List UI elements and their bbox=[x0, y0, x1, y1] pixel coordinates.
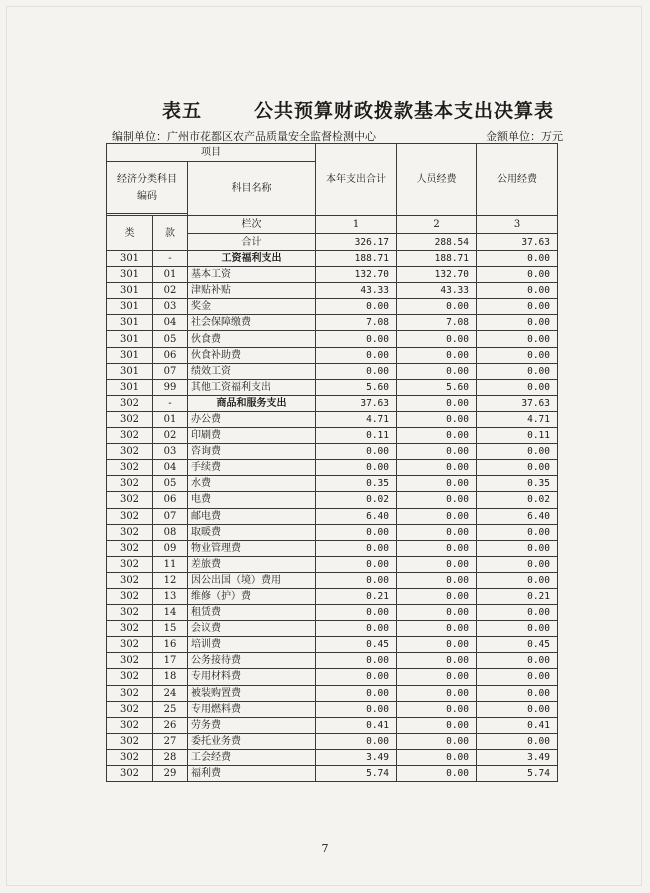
row-public: 0.00 bbox=[477, 572, 558, 588]
row-section: 03 bbox=[153, 444, 188, 460]
row-total: 0.00 bbox=[316, 685, 397, 701]
row-public: 0.21 bbox=[477, 588, 558, 604]
row-subject-name: 取暖费 bbox=[188, 524, 316, 540]
row-total: 0.00 bbox=[316, 363, 397, 379]
row-class: 302 bbox=[107, 685, 153, 701]
row-personnel: 0.00 bbox=[397, 299, 477, 315]
totals-personnel: 288.54 bbox=[397, 234, 477, 251]
row-class: 302 bbox=[107, 444, 153, 460]
row-public: 0.00 bbox=[477, 669, 558, 685]
row-public: 0.00 bbox=[477, 540, 558, 556]
row-class: 302 bbox=[107, 572, 153, 588]
table-row bbox=[107, 363, 558, 379]
table-row bbox=[107, 637, 558, 653]
header-row-class bbox=[107, 216, 558, 234]
table-row bbox=[107, 669, 558, 685]
row-personnel: 0.00 bbox=[397, 492, 477, 508]
row-class: 301 bbox=[107, 251, 153, 267]
column-index-label: 栏次 bbox=[188, 216, 316, 234]
row-section: 16 bbox=[153, 637, 188, 653]
row-public: 0.00 bbox=[477, 299, 558, 315]
row-section: 09 bbox=[153, 540, 188, 556]
row-public: 4.71 bbox=[477, 411, 558, 427]
row-subject-name: 电费 bbox=[188, 492, 316, 508]
row-class: 302 bbox=[107, 637, 153, 653]
row-section: - bbox=[153, 251, 188, 267]
row-subject-name: 会议费 bbox=[188, 621, 316, 637]
totals-label: 合计 bbox=[188, 234, 316, 251]
row-class: 302 bbox=[107, 428, 153, 444]
table-row bbox=[107, 653, 558, 669]
row-section: - bbox=[153, 395, 188, 411]
row-class: 302 bbox=[107, 605, 153, 621]
table-row bbox=[107, 331, 558, 347]
row-subject-name: 咨询费 bbox=[188, 444, 316, 460]
row-personnel: 0.00 bbox=[397, 605, 477, 621]
row-subject-name: 基本工资 bbox=[188, 267, 316, 283]
row-section: 18 bbox=[153, 669, 188, 685]
row-section: 04 bbox=[153, 315, 188, 331]
row-section: 27 bbox=[153, 733, 188, 749]
row-public: 0.00 bbox=[477, 363, 558, 379]
row-total: 188.71 bbox=[316, 251, 397, 267]
row-personnel: 0.00 bbox=[397, 621, 477, 637]
row-total: 0.00 bbox=[316, 524, 397, 540]
row-subject-name: 委托业务费 bbox=[188, 733, 316, 749]
row-personnel: 0.00 bbox=[397, 588, 477, 604]
row-subject-name: 专用燃料费 bbox=[188, 701, 316, 717]
row-subject-name: 培训费 bbox=[188, 637, 316, 653]
table-row bbox=[107, 492, 558, 508]
row-total: 0.02 bbox=[316, 492, 397, 508]
row-class: 301 bbox=[107, 299, 153, 315]
row-class: 302 bbox=[107, 766, 153, 782]
row-class: 302 bbox=[107, 460, 153, 476]
row-class: 301 bbox=[107, 379, 153, 395]
row-total: 0.35 bbox=[316, 476, 397, 492]
row-total: 0.00 bbox=[316, 347, 397, 363]
row-personnel: 0.00 bbox=[397, 508, 477, 524]
table-row bbox=[107, 605, 558, 621]
row-section: 13 bbox=[153, 588, 188, 604]
row-section: 12 bbox=[153, 572, 188, 588]
table-row bbox=[107, 476, 558, 492]
row-section: 01 bbox=[153, 411, 188, 427]
row-class: 302 bbox=[107, 508, 153, 524]
table-row bbox=[107, 701, 558, 717]
row-total: 0.00 bbox=[316, 540, 397, 556]
section-header: 款 bbox=[153, 216, 188, 251]
row-class: 302 bbox=[107, 556, 153, 572]
row-public: 0.00 bbox=[477, 444, 558, 460]
row-total: 0.00 bbox=[316, 556, 397, 572]
row-public: 0.00 bbox=[477, 524, 558, 540]
row-section: 07 bbox=[153, 508, 188, 524]
row-section: 24 bbox=[153, 685, 188, 701]
row-section: 25 bbox=[153, 701, 188, 717]
table-row bbox=[107, 685, 558, 701]
table-row bbox=[107, 749, 558, 765]
row-personnel: 132.70 bbox=[397, 267, 477, 283]
row-public: 0.11 bbox=[477, 428, 558, 444]
row-section: 11 bbox=[153, 556, 188, 572]
row-subject-name: 福利费 bbox=[188, 766, 316, 782]
table-row bbox=[107, 733, 558, 749]
table-row bbox=[107, 717, 558, 733]
row-personnel: 0.00 bbox=[397, 717, 477, 733]
page-title: 公共预算财政拨款基本支出决算表 bbox=[254, 100, 555, 122]
row-subject-name: 奖金 bbox=[188, 299, 316, 315]
row-subject-name: 手续费 bbox=[188, 460, 316, 476]
row-public: 0.02 bbox=[477, 492, 558, 508]
row-class: 301 bbox=[107, 315, 153, 331]
row-subject-name: 被装购置费 bbox=[188, 685, 316, 701]
row-personnel: 0.00 bbox=[397, 669, 477, 685]
row-class: 302 bbox=[107, 701, 153, 717]
row-section: 02 bbox=[153, 428, 188, 444]
row-subject-name: 劳务费 bbox=[188, 717, 316, 733]
table-row bbox=[107, 540, 558, 556]
row-section: 02 bbox=[153, 283, 188, 299]
row-section: 08 bbox=[153, 524, 188, 540]
currency-unit: 金额单位：万元 bbox=[486, 130, 563, 143]
personnel-header: 人员经费 bbox=[397, 144, 477, 216]
row-total: 43.33 bbox=[316, 283, 397, 299]
row-public: 0.00 bbox=[477, 556, 558, 572]
row-subject-name: 工资福利支出 bbox=[188, 251, 316, 267]
row-section: 28 bbox=[153, 749, 188, 765]
row-total: 0.00 bbox=[316, 460, 397, 476]
row-class: 302 bbox=[107, 588, 153, 604]
row-total: 5.74 bbox=[316, 766, 397, 782]
row-total: 0.00 bbox=[316, 653, 397, 669]
row-subject-name: 邮电费 bbox=[188, 508, 316, 524]
table-row bbox=[107, 299, 558, 315]
row-section: 05 bbox=[153, 331, 188, 347]
row-subject-name: 维修（护）费 bbox=[188, 588, 316, 604]
row-class: 301 bbox=[107, 267, 153, 283]
row-personnel: 188.71 bbox=[397, 251, 477, 267]
row-subject-name: 印刷费 bbox=[188, 428, 316, 444]
row-class: 302 bbox=[107, 669, 153, 685]
table-row bbox=[107, 283, 558, 299]
row-personnel: 43.33 bbox=[397, 283, 477, 299]
table-row bbox=[107, 556, 558, 572]
item-header: 项目 bbox=[107, 144, 316, 162]
row-subject-name: 租赁费 bbox=[188, 605, 316, 621]
column-index-1: 1 bbox=[316, 216, 397, 234]
table-row bbox=[107, 508, 558, 524]
expenditure-table bbox=[106, 143, 558, 782]
row-personnel: 0.00 bbox=[397, 444, 477, 460]
row-total: 0.00 bbox=[316, 621, 397, 637]
row-personnel: 0.00 bbox=[397, 331, 477, 347]
row-subject-name: 物业管理费 bbox=[188, 540, 316, 556]
row-section: 14 bbox=[153, 605, 188, 621]
row-class: 302 bbox=[107, 653, 153, 669]
table-row bbox=[107, 572, 558, 588]
row-public: 0.41 bbox=[477, 717, 558, 733]
row-class: 302 bbox=[107, 733, 153, 749]
row-subject-name: 津贴补贴 bbox=[188, 283, 316, 299]
column-index-3: 3 bbox=[477, 216, 558, 234]
row-personnel: 0.00 bbox=[397, 460, 477, 476]
total-header: 本年支出合计 bbox=[316, 144, 397, 216]
row-public: 0.45 bbox=[477, 637, 558, 653]
row-subject-name: 专用材料费 bbox=[188, 669, 316, 685]
row-public: 5.74 bbox=[477, 766, 558, 782]
row-total: 6.40 bbox=[316, 508, 397, 524]
row-class: 301 bbox=[107, 347, 153, 363]
row-public: 0.00 bbox=[477, 653, 558, 669]
row-total: 0.00 bbox=[316, 733, 397, 749]
row-personnel: 0.00 bbox=[397, 572, 477, 588]
table-row bbox=[107, 524, 558, 540]
row-public: 0.00 bbox=[477, 460, 558, 476]
row-public: 0.00 bbox=[477, 685, 558, 701]
totals-public: 37.63 bbox=[477, 234, 558, 251]
row-total: 0.45 bbox=[316, 637, 397, 653]
row-personnel: 0.00 bbox=[397, 524, 477, 540]
row-subject-name: 差旅费 bbox=[188, 556, 316, 572]
row-personnel: 0.00 bbox=[397, 766, 477, 782]
row-personnel: 0.00 bbox=[397, 637, 477, 653]
row-section: 15 bbox=[153, 621, 188, 637]
row-public: 0.00 bbox=[477, 267, 558, 283]
row-personnel: 0.00 bbox=[397, 685, 477, 701]
row-total: 4.71 bbox=[316, 411, 397, 427]
row-public: 0.00 bbox=[477, 621, 558, 637]
table-group-row bbox=[107, 251, 558, 267]
row-public: 37.63 bbox=[477, 395, 558, 411]
row-section: 05 bbox=[153, 476, 188, 492]
row-total: 0.00 bbox=[316, 444, 397, 460]
row-section: 06 bbox=[153, 492, 188, 508]
row-public: 0.00 bbox=[477, 347, 558, 363]
row-total: 3.49 bbox=[316, 749, 397, 765]
row-class: 301 bbox=[107, 363, 153, 379]
row-subject-name: 伙食补助费 bbox=[188, 347, 316, 363]
row-class: 301 bbox=[107, 331, 153, 347]
econ-code-header: 经济分类科目 编码 bbox=[107, 162, 188, 214]
row-total: 0.00 bbox=[316, 605, 397, 621]
row-subject-name: 伙食费 bbox=[188, 331, 316, 347]
row-personnel: 0.00 bbox=[397, 540, 477, 556]
row-total: 0.00 bbox=[316, 572, 397, 588]
column-index-2: 2 bbox=[397, 216, 477, 234]
row-total: 0.00 bbox=[316, 669, 397, 685]
row-personnel: 0.00 bbox=[397, 653, 477, 669]
row-subject-name: 因公出国（境）费用 bbox=[188, 572, 316, 588]
row-total: 0.41 bbox=[316, 717, 397, 733]
row-subject-name: 社会保障缴费 bbox=[188, 315, 316, 331]
row-class: 302 bbox=[107, 395, 153, 411]
table-row bbox=[107, 588, 558, 604]
row-subject-name: 绩效工资 bbox=[188, 363, 316, 379]
row-total: 5.60 bbox=[316, 379, 397, 395]
row-public: 6.40 bbox=[477, 508, 558, 524]
row-subject-name: 水费 bbox=[188, 476, 316, 492]
row-section: 06 bbox=[153, 347, 188, 363]
row-class: 301 bbox=[107, 283, 153, 299]
row-subject-name: 公务接待费 bbox=[188, 653, 316, 669]
row-public: 0.00 bbox=[477, 331, 558, 347]
row-class: 302 bbox=[107, 621, 153, 637]
row-subject-name: 其他工资福利支出 bbox=[188, 379, 316, 395]
row-total: 0.00 bbox=[316, 299, 397, 315]
page-number: 7 bbox=[321, 842, 329, 855]
row-total: 132.70 bbox=[316, 267, 397, 283]
row-total: 7.08 bbox=[316, 315, 397, 331]
row-personnel: 0.00 bbox=[397, 428, 477, 444]
row-section: 01 bbox=[153, 267, 188, 283]
row-subject-name: 商品和服务支出 bbox=[188, 395, 316, 411]
class-header: 类 bbox=[107, 216, 153, 251]
table-label: 表五 bbox=[162, 100, 203, 122]
row-personnel: 0.00 bbox=[397, 476, 477, 492]
row-personnel: 0.00 bbox=[397, 749, 477, 765]
row-personnel: 0.00 bbox=[397, 556, 477, 572]
row-public: 0.35 bbox=[477, 476, 558, 492]
row-total: 0.11 bbox=[316, 428, 397, 444]
row-section: 99 bbox=[153, 379, 188, 395]
table-row bbox=[107, 267, 558, 283]
table-row bbox=[107, 411, 558, 427]
public-header: 公用经费 bbox=[477, 144, 558, 216]
row-public: 0.00 bbox=[477, 315, 558, 331]
row-public: 0.00 bbox=[477, 605, 558, 621]
row-personnel: 0.00 bbox=[397, 363, 477, 379]
row-class: 302 bbox=[107, 717, 153, 733]
row-subject-name: 办公费 bbox=[188, 411, 316, 427]
row-public: 0.00 bbox=[477, 701, 558, 717]
row-personnel: 0.00 bbox=[397, 395, 477, 411]
row-section: 07 bbox=[153, 363, 188, 379]
row-personnel: 0.00 bbox=[397, 701, 477, 717]
row-section: 03 bbox=[153, 299, 188, 315]
row-public: 0.00 bbox=[477, 733, 558, 749]
table-row bbox=[107, 428, 558, 444]
row-section: 29 bbox=[153, 766, 188, 782]
row-total: 0.00 bbox=[316, 701, 397, 717]
table-row bbox=[107, 315, 558, 331]
subject-name-header: 科目名称 bbox=[188, 162, 316, 216]
row-class: 302 bbox=[107, 524, 153, 540]
row-class: 302 bbox=[107, 540, 153, 556]
row-total: 0.00 bbox=[316, 331, 397, 347]
table-row bbox=[107, 347, 558, 363]
row-public: 0.00 bbox=[477, 283, 558, 299]
row-personnel: 0.00 bbox=[397, 411, 477, 427]
row-personnel: 5.60 bbox=[397, 379, 477, 395]
table-row bbox=[107, 621, 558, 637]
totals-total: 326.17 bbox=[316, 234, 397, 251]
compiling-unit: 编制单位：广州市花都区农产品质量安全监督检测中心 bbox=[112, 130, 376, 143]
table-row bbox=[107, 460, 558, 476]
table-row bbox=[107, 379, 558, 395]
row-class: 302 bbox=[107, 476, 153, 492]
row-public: 0.00 bbox=[477, 379, 558, 395]
row-section: 04 bbox=[153, 460, 188, 476]
header-row-item bbox=[107, 144, 558, 162]
row-personnel: 7.08 bbox=[397, 315, 477, 331]
row-total: 37.63 bbox=[316, 395, 397, 411]
row-personnel: 0.00 bbox=[397, 733, 477, 749]
row-class: 302 bbox=[107, 749, 153, 765]
table-row bbox=[107, 444, 558, 460]
row-class: 302 bbox=[107, 492, 153, 508]
table-group-row bbox=[107, 395, 558, 411]
row-section: 17 bbox=[153, 653, 188, 669]
row-public: 3.49 bbox=[477, 749, 558, 765]
row-class: 302 bbox=[107, 411, 153, 427]
row-personnel: 0.00 bbox=[397, 347, 477, 363]
row-total: 0.21 bbox=[316, 588, 397, 604]
table-row bbox=[107, 766, 558, 782]
row-section: 26 bbox=[153, 717, 188, 733]
row-subject-name: 工会经费 bbox=[188, 749, 316, 765]
row-public: 0.00 bbox=[477, 251, 558, 267]
